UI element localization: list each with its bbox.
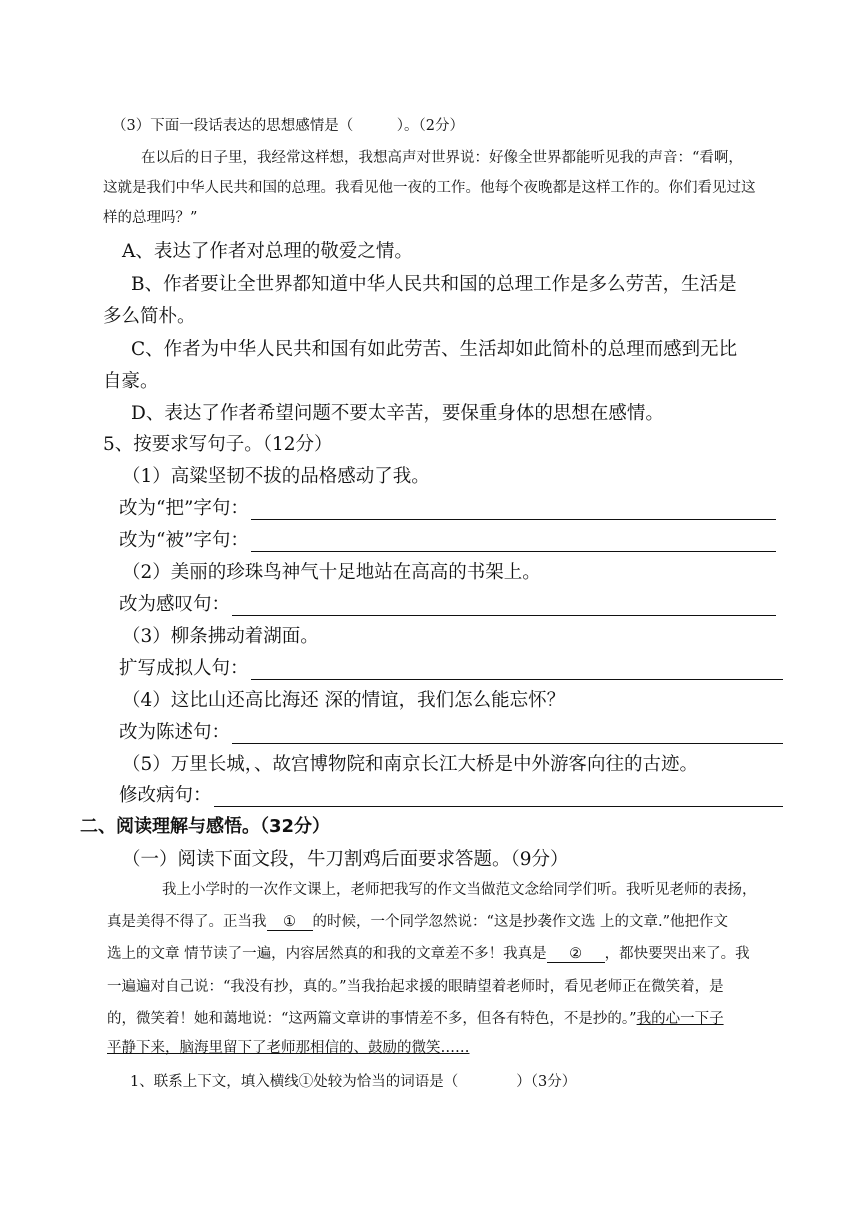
exclamation-row <box>119 590 776 616</box>
q3-passage-line-2: 这就是我们中华人民共和国的总理。我看见他一夜的工作。他每个夜晚都是这样工作的。你们看见过这 <box>103 180 756 196</box>
blank-2[interactable]: ② <box>547 946 605 963</box>
passage-text: 的，微笑着！她和蔼地说：“这两篇文章讲的事情差不多，但各有特色，不是抄的。” <box>107 1011 637 1027</box>
passage-text: 选上的文章 情节读了一遍，内容居然真的和我的文章差不多！我真是 <box>107 946 547 962</box>
reading-passage-line-4: 一遍遍对自己说：“我没有抄，真的。”当我抬起求援的眼睛望着老师时，看见老师正在微笑着，是 <box>107 979 724 995</box>
reading-passage-line-5 <box>107 1007 724 1028</box>
q5-title: 5、按要求写句子。（12分） <box>103 434 333 455</box>
bei-sentence-row <box>119 526 776 552</box>
q3-option-c-line-1: C、作者为中华人民共和国有如此劳苦、生活却如此简朴的总理而感到无比 <box>131 339 738 360</box>
q5-sentence-2: （2）美丽的珍珠鸟神气十足地站在高高的书架上。 <box>122 562 541 583</box>
q5-sentence-3: （3）柳条拂动着湖面。 <box>122 626 319 647</box>
reading-question-1: 1、联系上下文，填入横线①处较为恰当的词语是（ ）（3分） <box>130 1074 577 1090</box>
declarative-row <box>119 718 783 744</box>
personification-label: 扩写成拟人句： <box>119 658 249 679</box>
personification-row <box>119 654 783 680</box>
q3-option-d: D、表达了作者希望问题不要太辛苦，要保重身体的思想在感情。 <box>131 403 664 424</box>
declarative-label: 改为陈述句： <box>119 722 231 743</box>
q3-option-a: A、表达了作者对总理的敬爱之情。 <box>122 241 413 262</box>
ba-sentence-row <box>119 494 776 520</box>
q5-sentence-4: （4）这比山还高比海还 深的情谊，我们怎么能忘怀？ <box>122 690 566 711</box>
section-2-sub-1: （一）阅读下面文段，牛刀割鸡后面要求答题。（9分） <box>122 849 569 870</box>
declarative-answer-line[interactable] <box>232 727 783 744</box>
reading-passage-line-1: 我上小学时的一次作文课上，老师把我写的作文当做范文念给同学们听。我听见老师的表扬， <box>162 882 757 898</box>
q3-option-c-line-2: 自豪。 <box>103 371 159 392</box>
sentence-correction-answer-line[interactable] <box>214 790 783 807</box>
ba-sentence-label: 改为“把”字句： <box>119 498 249 519</box>
reading-passage-line-3 <box>107 942 750 963</box>
bei-sentence-label: 改为“被”字句： <box>119 530 249 551</box>
q3-passage-line-1: 在以后的日子里，我经常这样想，我想高声对世界说：好像全世界都能听见我的声音：“看啊， <box>141 150 743 166</box>
q3-option-b-line-1: B、作者要让全世界都知道中华人民共和国的总理工作是多么劳苦，生活是 <box>131 274 737 295</box>
sentence-correction-row <box>119 781 783 807</box>
exclamation-label: 改为感叹句： <box>119 594 231 615</box>
q3-passage-line-3: 样的总理吗？” <box>103 210 198 226</box>
passage-text: 真是美得不得了。正当我 <box>107 914 267 930</box>
passage-text: 的时候，一个同学忽然说：“这是抄袭作文选 上的文章.”他把作文 <box>312 914 729 930</box>
underlined-sentence: 我的心一下子 <box>636 1011 724 1027</box>
blank-1[interactable]: ① <box>267 914 313 931</box>
reading-passage-line-2 <box>107 910 728 931</box>
q5-sentence-1: （1）高粱坚韧不拔的品格感动了我。 <box>122 466 430 487</box>
bei-sentence-answer-line[interactable] <box>251 535 776 552</box>
ba-sentence-answer-line[interactable] <box>251 503 776 520</box>
q3-prompt: （3）下面一段话表达的思想感情是（ ）。（2分） <box>112 118 464 134</box>
underlined-sentence-cont: 平静下来，脑海里留下了老师那相信的、鼓励的微笑…… <box>107 1040 470 1056</box>
passage-text: ，都快要哭出来了。我 <box>604 946 750 962</box>
exclamation-answer-line[interactable] <box>232 599 776 616</box>
sentence-correction-label: 修改病句： <box>119 785 212 806</box>
q3-option-b-line-2: 多么简朴。 <box>103 306 196 327</box>
q5-sentence-5: （5）万里长城，、故宫博物院和南京长江大桥是中外游客向往的古迹。 <box>122 754 699 775</box>
personification-answer-line[interactable] <box>251 663 783 680</box>
section-2-title: 二、阅读理解与感悟。（32分） <box>80 816 331 837</box>
